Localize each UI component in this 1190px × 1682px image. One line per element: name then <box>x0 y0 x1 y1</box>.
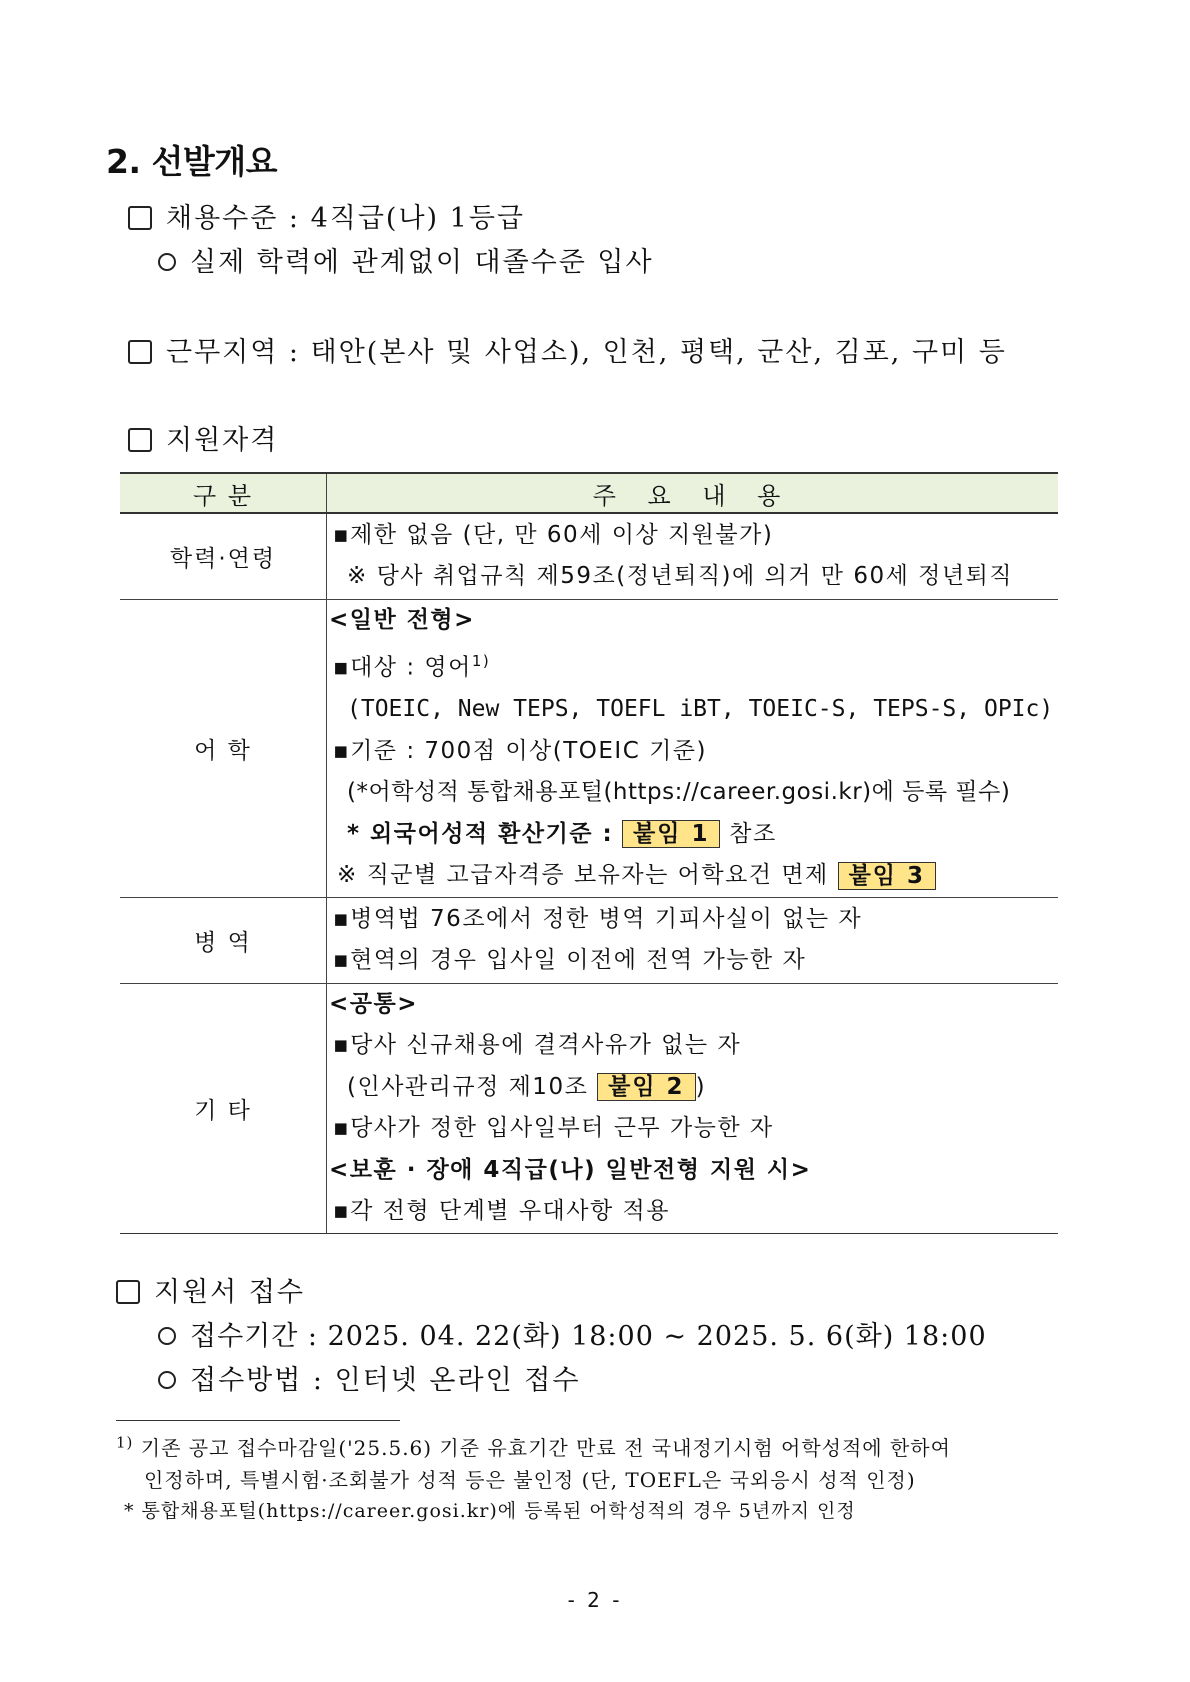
row-category: 기 타 <box>120 983 327 1233</box>
application-heading-text: 지원서 접수 <box>154 1277 305 1308</box>
regulation-text: (인사관리규정 제10조 <box>347 1073 589 1100</box>
level-heading <box>128 196 525 235</box>
page-number: - 2 - <box>567 1588 623 1612</box>
conversion-suffix: 참조 <box>729 820 777 847</box>
application-method <box>158 1358 580 1397</box>
footnote-ref: 1) <box>116 1433 134 1452</box>
row-category: 병 역 <box>120 897 327 983</box>
row-line: (*어학성적 통합채용포털(https://career.gosi.kr)에 등록 필수) <box>347 779 1011 806</box>
footnote-line: 인정하며, 특별시험·조회불가 성적 등은 불인정 (단, TOEFL은 국외응시 성적 인정) <box>144 1468 916 1492</box>
location-heading-text: 근무지역 : 태안(본사 및 사업소), 인천, 평택, 군산, 김포, 구미 등 <box>166 337 1007 368</box>
row-line: ▪당사가 정한 입사일부터 근무 가능한 자 <box>333 1115 774 1142</box>
footnote-separator <box>116 1420 400 1421</box>
header-category: 구 분 <box>120 473 327 513</box>
row-line: ▪기준 : 700점 이상(TOEIC 기준) <box>333 737 707 764</box>
row-line: ▪병역법 76조에서 정한 병역 기피사실이 없는 자 <box>333 905 863 932</box>
level-heading-text: 채용수준 : 4직급(나) 1등급 <box>166 203 526 234</box>
subheading: <일반 전형> <box>329 606 475 633</box>
target-text: ▪대상 : 영어 <box>333 654 472 681</box>
subheading: <공통> <box>329 990 418 1017</box>
table-row <box>120 513 1058 599</box>
table-row <box>120 983 1058 1233</box>
footnote-line <box>116 1432 951 1461</box>
circle-bullet-icon <box>158 1371 176 1389</box>
footnote-line: * 통합채용포털(https://career.gosi.kr)에 등록된 어학성적의 경우 5년까지 인정 <box>124 1500 856 1522</box>
row-line: ▪각 전형 단계별 우대사항 적용 <box>333 1198 670 1225</box>
row-line: ▪당사 신규채용에 결격사유가 없는 자 <box>333 1032 742 1059</box>
row-content <box>327 897 1059 983</box>
header-content: 주 요 내 용 <box>327 473 1059 513</box>
attachment-badge: 붙임 2 <box>597 1073 695 1101</box>
table-row <box>120 897 1058 983</box>
row-line: (TOEIC, New TEPS, TOEFL iBT, TOEIC-S, TEPS-S, OPIc) <box>347 696 1054 723</box>
row-line <box>327 1067 1058 1109</box>
footnote-text: 기존 공고 접수마감일('25.5.6) 기준 유효기간 만료 전 국내정기시험 어학성적에 한하여 <box>140 1436 951 1460</box>
row-content <box>327 983 1059 1233</box>
qualification-heading <box>128 418 278 457</box>
checkbox-icon <box>128 428 152 452</box>
row-category: 학력·연령 <box>120 513 327 599</box>
table-header-row <box>120 473 1058 513</box>
row-line <box>327 814 1058 856</box>
qualification-heading-text: 지원자격 <box>166 425 279 456</box>
row-line <box>327 641 1058 689</box>
checkbox-icon <box>116 1280 140 1304</box>
row-line <box>327 855 1058 897</box>
section-title: 2. 선발개요 <box>106 142 277 181</box>
circle-bullet-icon <box>158 1327 176 1345</box>
attachment-badge: 붙임 3 <box>838 862 936 890</box>
checkbox-icon <box>128 340 152 364</box>
footnote-ref: 1) <box>471 652 491 670</box>
attachment-badge: 붙임 1 <box>622 820 720 848</box>
circle-bullet-icon <box>158 253 176 271</box>
checkbox-icon <box>128 206 152 230</box>
row-line: ※ 당사 취업규칙 제59조(정년퇴직)에 의거 만 60세 정년퇴직 <box>347 563 1014 590</box>
level-note <box>158 240 654 279</box>
subheading: <보훈 · 장애 4직급(나) 일반전형 지원 시> <box>329 1156 812 1183</box>
row-line: ▪제한 없음 (단, 만 60세 이상 지원불가) <box>333 521 774 548</box>
application-method-text: 접수방법 : 인터넷 온라인 접수 <box>190 1365 581 1396</box>
row-content <box>327 513 1059 599</box>
application-heading <box>116 1270 305 1309</box>
row-category: 어 학 <box>120 599 327 897</box>
conversion-label: * 외국어성적 환산기준 : <box>347 820 614 847</box>
application-period <box>158 1314 987 1353</box>
row-line: ▪현역의 경우 입사일 이전에 전역 가능한 자 <box>333 947 807 974</box>
exemption-label: ※ 직군별 고급자격증 보유자는 어학요건 면제 <box>337 862 829 889</box>
row-content <box>327 599 1059 897</box>
regulation-suffix: ) <box>695 1073 707 1100</box>
level-note-text: 실제 학력에 관계없이 대졸수준 입사 <box>190 247 654 278</box>
location-heading <box>128 330 1007 369</box>
qualification-table <box>120 472 1058 1234</box>
application-period-text: 접수기간 : 2025. 04. 22(화) 18:00 ~ 2025. 5. 6(화) 18:00 <box>190 1321 987 1352</box>
table-row <box>120 599 1058 897</box>
